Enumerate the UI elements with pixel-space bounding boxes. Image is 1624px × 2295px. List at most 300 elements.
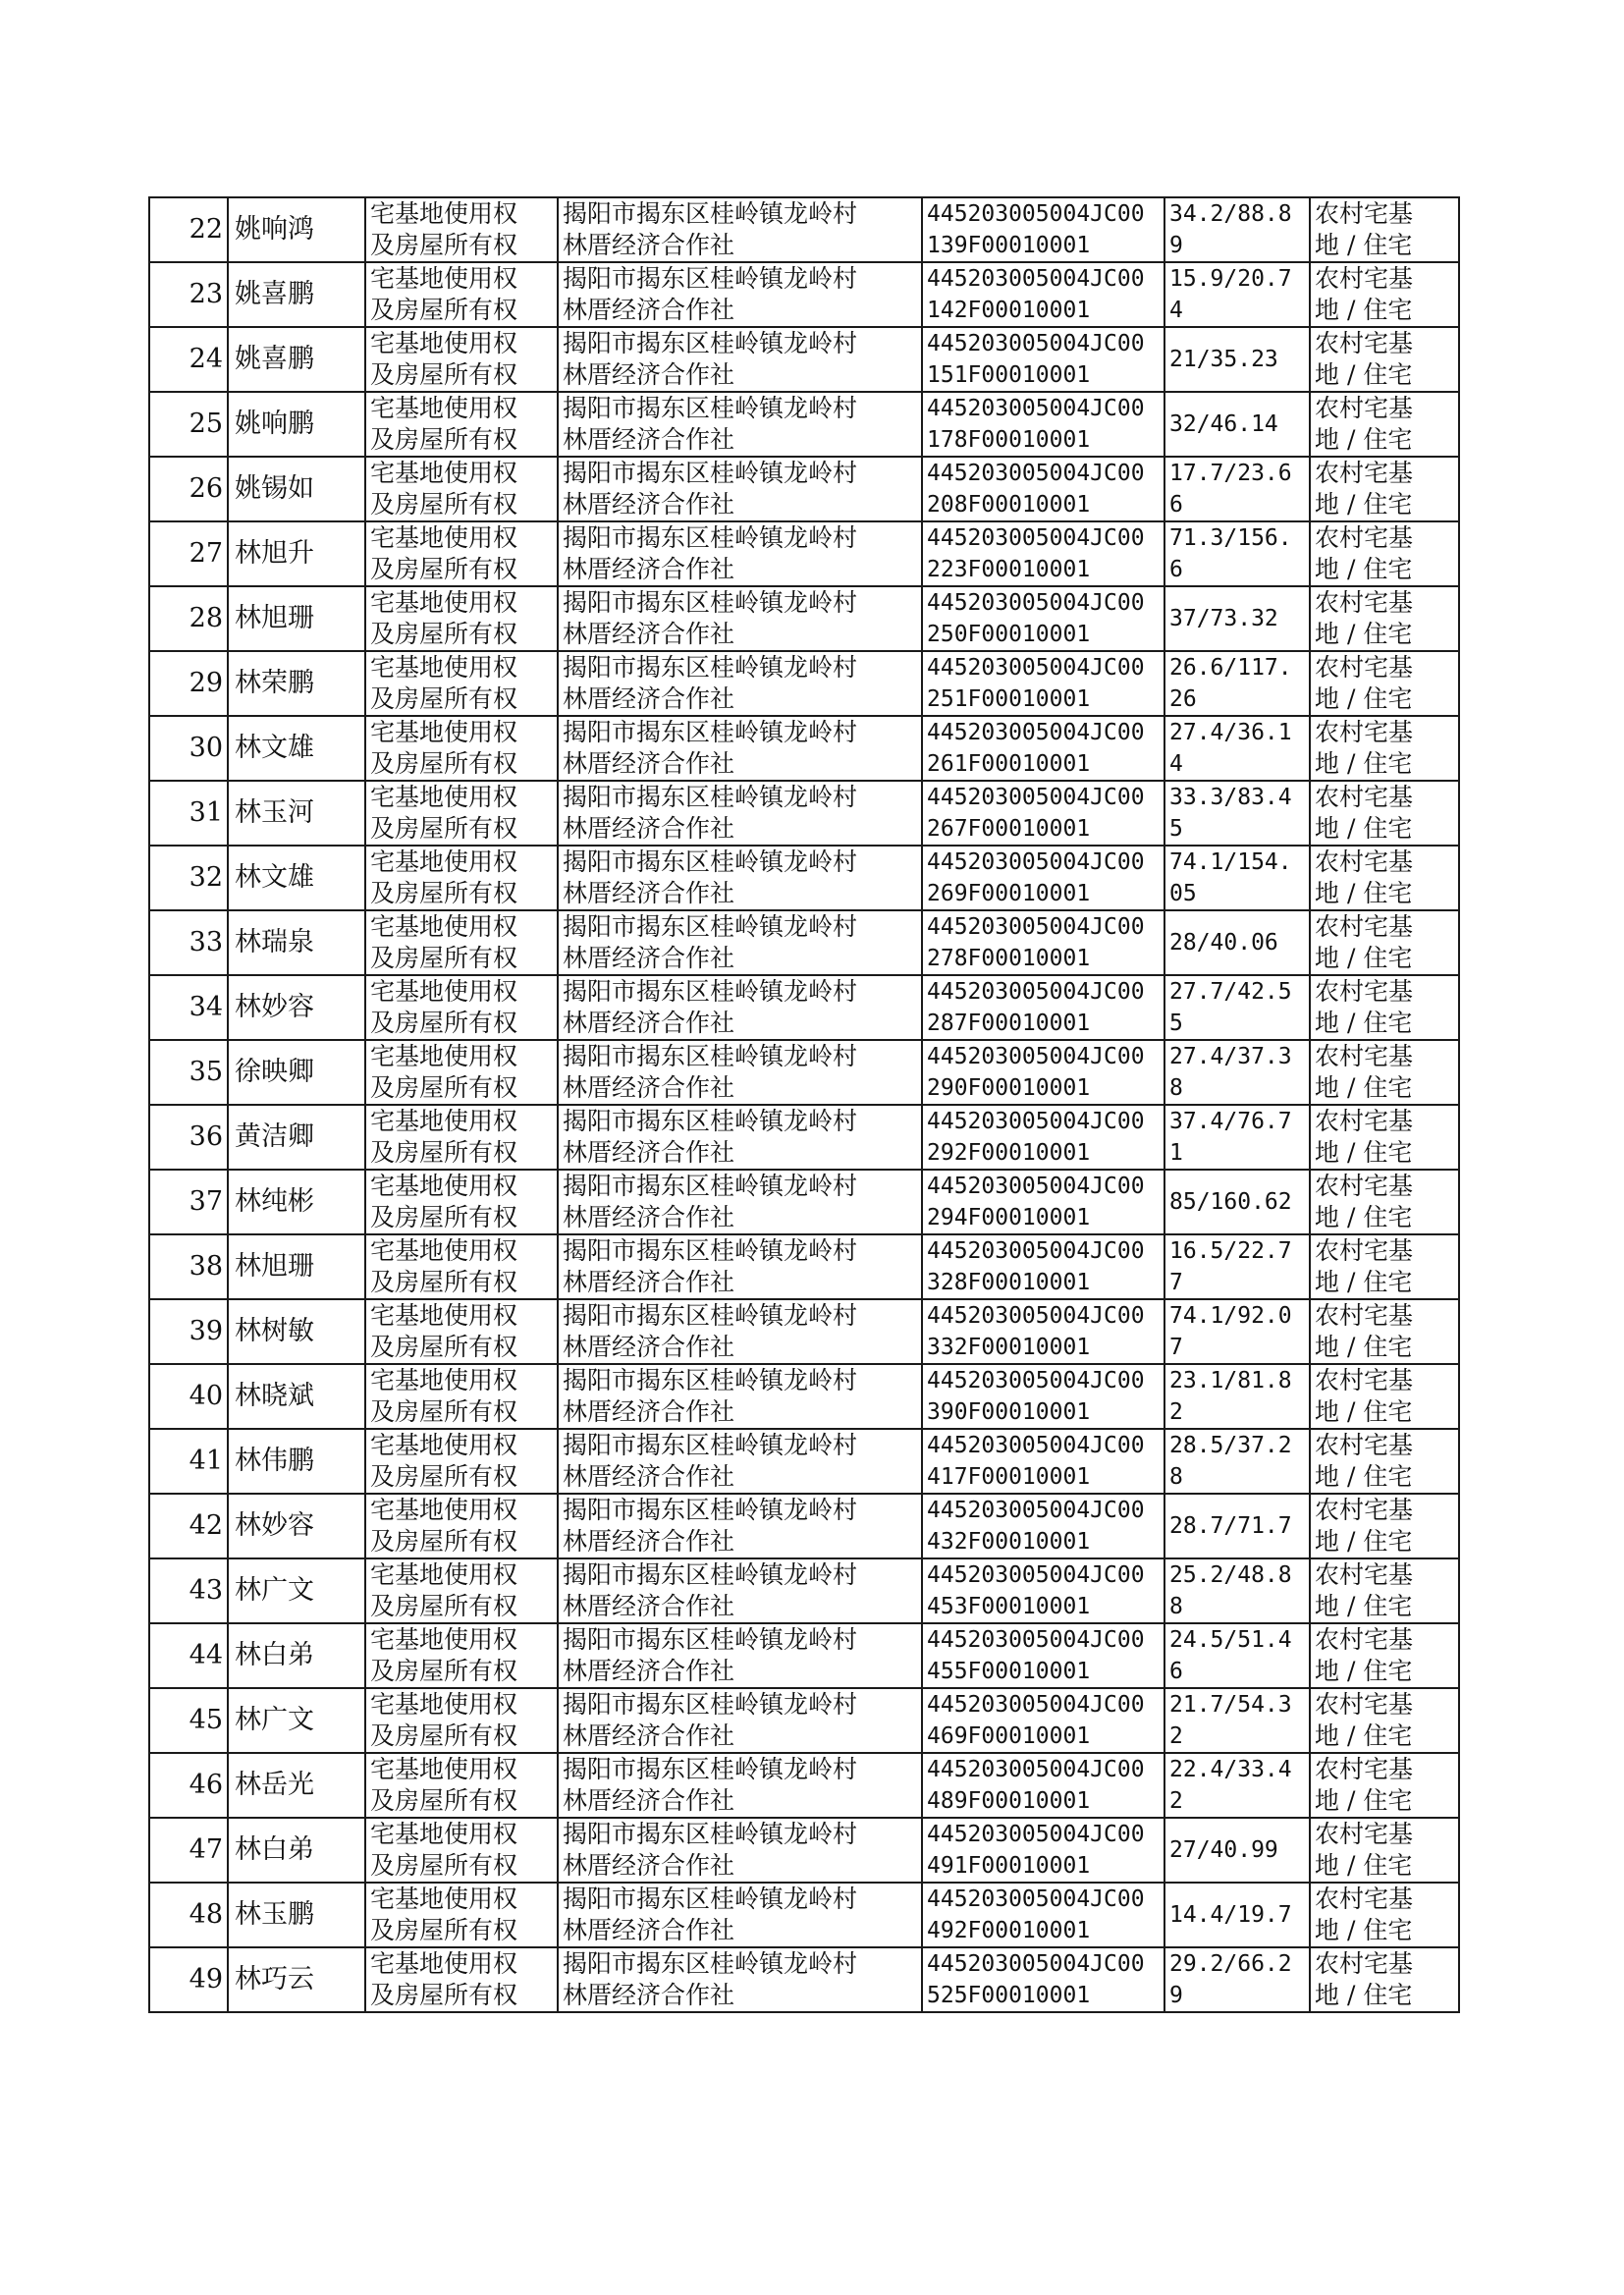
unit-code-cell [922,716,1164,781]
owner-name-cell: 林岳光 [228,1753,365,1818]
area-line: 25.2/48.8 [1169,1562,1292,1588]
right-type-cell [365,910,558,975]
table-row [149,716,1459,781]
right-type-line: 及房屋所有权 [370,1786,518,1815]
row-number-cell: 35 [149,1040,228,1105]
location-line: 林厝经济合作社 [563,1721,735,1750]
usage-line: 地 / 住宅 [1315,555,1413,583]
usage-line: 地 / 住宅 [1315,1981,1413,2009]
usage-line: 地 / 住宅 [1315,1592,1413,1620]
right-type-line: 宅基地使用权 [370,1820,518,1848]
location-cell [558,651,922,716]
area-line: 32/46.14 [1169,411,1278,437]
unit-code-line: 445203005004JC00 [927,1109,1145,1134]
area-line: 6 [1169,492,1183,518]
usage-cell [1310,1818,1459,1883]
row-number-cell: 45 [149,1688,228,1753]
unit-code-line: 455F00010001 [927,1659,1091,1684]
right-type-cell [365,1170,558,1234]
usage-cell [1310,1234,1459,1299]
unit-code-line: 432F00010001 [927,1529,1091,1555]
unit-code-cell [922,327,1164,392]
location-line: 揭阳市揭东区桂岭镇龙岭村 [563,329,858,357]
location-line: 揭阳市揭东区桂岭镇龙岭村 [563,1885,858,1913]
area-cell [1164,1299,1310,1364]
location-cell [558,1170,922,1234]
owner-name-cell: 林白弟 [228,1818,365,1883]
row-number-cell: 24 [149,327,228,392]
owner-name-cell: 林巧云 [228,1947,365,2012]
usage-line: 农村宅基 [1315,329,1414,357]
right-type-cell [365,521,558,586]
area-line: 8 [1169,1594,1183,1619]
unit-code-cell [922,521,1164,586]
usage-cell [1310,1883,1459,1947]
area-line: 74.1/92.0 [1169,1303,1292,1329]
table-row [149,975,1459,1040]
row-number-cell: 47 [149,1818,228,1883]
right-type-line: 及房屋所有权 [370,814,518,843]
right-type-line: 及房屋所有权 [370,490,518,519]
usage-line: 农村宅基 [1315,1755,1414,1783]
usage-line: 地 / 住宅 [1315,1138,1413,1167]
location-line: 林厝经济合作社 [563,1786,735,1815]
table-row [149,1364,1459,1429]
right-type-cell [365,1558,558,1623]
row-number-cell: 42 [149,1494,228,1558]
area-line: 6 [1169,1659,1183,1684]
unit-code-line: 445203005004JC00 [927,914,1145,940]
right-type-line: 及房屋所有权 [370,944,518,972]
unit-code-line: 251F00010001 [927,686,1091,712]
unit-code-cell [922,651,1164,716]
usage-cell [1310,1753,1459,1818]
table-row [149,1947,1459,2012]
location-line: 林厝经济合作社 [563,231,735,259]
unit-code-line: 294F00010001 [927,1205,1091,1230]
row-number-cell: 29 [149,651,228,716]
right-type-line: 及房屋所有权 [370,1138,518,1167]
usage-cell [1310,586,1459,651]
area-line: 27.4/36.1 [1169,720,1292,745]
usage-cell [1310,1623,1459,1688]
owner-name-cell: 姚锡如 [228,457,365,521]
owner-name-cell: 林纯彬 [228,1170,365,1234]
usage-line: 农村宅基 [1315,1366,1414,1394]
unit-code-line: 445203005004JC00 [927,1886,1145,1912]
unit-code-line: 445203005004JC00 [927,396,1145,421]
area-line: 27.7/42.5 [1169,979,1292,1005]
location-line: 林厝经济合作社 [563,620,735,648]
usage-line: 农村宅基 [1315,1301,1414,1330]
right-type-line: 及房屋所有权 [370,1592,518,1620]
right-type-cell [365,716,558,781]
unit-code-cell [922,846,1164,910]
owner-name-cell: 林妙容 [228,975,365,1040]
unit-code-line: 178F00010001 [927,427,1091,453]
unit-code-cell [922,781,1164,846]
area-line: 7 [1169,1270,1183,1295]
table-row [149,521,1459,586]
owner-name-cell: 林旭珊 [228,586,365,651]
right-type-cell [365,327,558,392]
right-type-line: 及房屋所有权 [370,425,518,454]
owner-name-cell: 姚响鹏 [228,392,365,457]
unit-code-line: 139F00010001 [927,233,1091,258]
unit-code-line: 223F00010001 [927,557,1091,582]
area-line: 8 [1169,1075,1183,1101]
area-cell [1164,1494,1310,1558]
area-line: 4 [1169,751,1183,777]
row-number-cell: 22 [149,197,228,262]
location-line: 林厝经济合作社 [563,749,735,778]
right-type-cell [365,846,558,910]
right-type-line: 及房屋所有权 [370,879,518,907]
location-cell [558,1947,922,2012]
usage-line: 地 / 住宅 [1315,296,1413,324]
location-cell [558,1494,922,1558]
unit-code-line: 445203005004JC00 [927,1627,1145,1653]
location-cell [558,975,922,1040]
location-line: 揭阳市揭东区桂岭镇龙岭村 [563,1949,858,1978]
area-line: 37/73.32 [1169,606,1278,631]
location-cell [558,846,922,910]
area-line: 74.1/154. [1169,849,1292,875]
location-line: 揭阳市揭东区桂岭镇龙岭村 [563,1560,858,1589]
location-line: 林厝经济合作社 [563,1268,735,1296]
unit-code-line: 445203005004JC00 [927,590,1145,616]
unit-code-cell [922,1040,1164,1105]
area-cell [1164,457,1310,521]
right-type-line: 及房屋所有权 [370,1981,518,2009]
right-type-cell [365,586,558,651]
right-type-cell [365,1429,558,1494]
right-type-cell [365,1818,558,1883]
unit-code-line: 469F00010001 [927,1723,1091,1749]
right-type-line: 宅基地使用权 [370,977,518,1006]
area-line: 7 [1169,1335,1183,1360]
right-type-line: 宅基地使用权 [370,653,518,682]
unit-code-line: 445203005004JC00 [927,1044,1145,1069]
unit-code-line: 445203005004JC00 [927,1822,1145,1847]
owner-name-cell: 林文雄 [228,846,365,910]
right-type-cell [365,262,558,327]
right-type-cell [365,1364,558,1429]
area-line: 27.4/37.3 [1169,1044,1292,1069]
usage-line: 地 / 住宅 [1315,231,1413,259]
row-number-cell: 46 [149,1753,228,1818]
row-number-cell: 49 [149,1947,228,2012]
row-number-cell: 31 [149,781,228,846]
usage-cell [1310,392,1459,457]
unit-code-line: 491F00010001 [927,1853,1091,1879]
area-cell [1164,1234,1310,1299]
right-type-cell [365,781,558,846]
location-line: 林厝经济合作社 [563,944,735,972]
right-type-cell [365,1753,558,1818]
area-cell [1164,521,1310,586]
location-line: 揭阳市揭东区桂岭镇龙岭村 [563,718,858,746]
usage-line: 地 / 住宅 [1315,1657,1413,1685]
table-row [149,1623,1459,1688]
area-cell [1164,327,1310,392]
right-type-line: 宅基地使用权 [370,199,518,228]
unit-code-line: 445203005004JC00 [927,1174,1145,1199]
area-cell [1164,651,1310,716]
area-cell [1164,1883,1310,1947]
table-body [149,197,1459,2012]
row-number-cell: 27 [149,521,228,586]
unit-code-cell [922,1818,1164,1883]
table-row [149,910,1459,975]
right-type-line: 及房屋所有权 [370,231,518,259]
location-cell [558,1623,922,1688]
right-type-line: 及房屋所有权 [370,1268,518,1296]
usage-line: 农村宅基 [1315,1560,1414,1589]
right-type-line: 宅基地使用权 [370,1236,518,1265]
location-cell [558,1429,922,1494]
location-line: 揭阳市揭东区桂岭镇龙岭村 [563,1107,858,1135]
location-line: 林厝经济合作社 [563,1333,735,1361]
right-type-line: 宅基地使用权 [370,847,518,876]
right-type-cell [365,1688,558,1753]
usage-line: 农村宅基 [1315,1431,1414,1459]
area-cell [1164,392,1310,457]
row-number-cell: 30 [149,716,228,781]
right-type-cell [365,392,558,457]
unit-code-line: 269F00010001 [927,881,1091,906]
table-row [149,1234,1459,1299]
unit-code-line: 445203005004JC00 [927,1303,1145,1329]
location-line: 揭阳市揭东区桂岭镇龙岭村 [563,1755,858,1783]
area-line: 24.5/51.4 [1169,1627,1292,1653]
unit-code-line: 492F00010001 [927,1918,1091,1943]
unit-code-line: 250F00010001 [927,622,1091,647]
usage-cell [1310,1688,1459,1753]
location-line: 林厝经济合作社 [563,425,735,454]
table-row [149,586,1459,651]
area-cell [1164,586,1310,651]
location-line: 揭阳市揭东区桂岭镇龙岭村 [563,847,858,876]
right-type-line: 宅基地使用权 [370,1560,518,1589]
location-line: 揭阳市揭东区桂岭镇龙岭村 [563,394,858,422]
unit-code-line: 445203005004JC00 [927,785,1145,810]
usage-line: 农村宅基 [1315,1107,1414,1135]
right-type-cell [365,1883,558,1947]
area-line: 15.9/20.7 [1169,266,1292,292]
usage-cell [1310,910,1459,975]
location-line: 林厝经济合作社 [563,879,735,907]
unit-code-line: 445203005004JC00 [927,849,1145,875]
location-cell [558,1688,922,1753]
unit-code-line: 332F00010001 [927,1335,1091,1360]
location-cell [558,1364,922,1429]
location-line: 揭阳市揭东区桂岭镇龙岭村 [563,1431,858,1459]
usage-line: 农村宅基 [1315,1690,1414,1719]
unit-code-line: 445203005004JC00 [927,525,1145,551]
location-line: 林厝经济合作社 [563,1981,735,2009]
location-cell [558,1299,922,1364]
usage-line: 地 / 住宅 [1315,360,1413,389]
location-line: 揭阳市揭东区桂岭镇龙岭村 [563,1301,858,1330]
area-line: 34.2/88.8 [1169,201,1292,227]
unit-code-line: 290F00010001 [927,1075,1091,1101]
table-row [149,1494,1459,1558]
right-type-line: 及房屋所有权 [370,749,518,778]
location-cell [558,1105,922,1170]
location-line: 林厝经济合作社 [563,1073,735,1102]
unit-code-cell [922,392,1164,457]
unit-code-line: 151F00010001 [927,362,1091,388]
unit-code-line: 445203005004JC00 [927,461,1145,486]
area-cell [1164,262,1310,327]
location-cell [558,1883,922,1947]
area-cell [1164,716,1310,781]
usage-line: 地 / 住宅 [1315,1786,1413,1815]
location-line: 林厝经济合作社 [563,1203,735,1231]
area-line: 33.3/83.4 [1169,785,1292,810]
right-type-line: 及房屋所有权 [370,684,518,713]
right-type-cell [365,1040,558,1105]
right-type-line: 及房屋所有权 [370,1397,518,1426]
usage-line: 农村宅基 [1315,588,1414,617]
usage-line: 地 / 住宅 [1315,425,1413,454]
area-line: 16.5/22.7 [1169,1238,1292,1264]
area-line: 4 [1169,298,1183,323]
location-cell [558,457,922,521]
area-line: 17.7/23.6 [1169,461,1292,486]
row-number-cell: 37 [149,1170,228,1234]
right-type-line: 及房屋所有权 [370,1527,518,1556]
right-type-cell [365,1234,558,1299]
area-line: 26.6/117. [1169,655,1292,681]
table-row [149,781,1459,846]
usage-line: 农村宅基 [1315,977,1414,1006]
area-line: 9 [1169,233,1183,258]
area-line: 71.3/156. [1169,525,1292,551]
usage-line: 农村宅基 [1315,199,1414,228]
usage-line: 地 / 住宅 [1315,490,1413,519]
right-type-line: 宅基地使用权 [370,264,518,293]
usage-line: 地 / 住宅 [1315,1527,1413,1556]
unit-code-line: 445203005004JC00 [927,1238,1145,1264]
row-number-cell: 26 [149,457,228,521]
row-number-cell: 39 [149,1299,228,1364]
usage-line: 农村宅基 [1315,783,1414,811]
table-row [149,197,1459,262]
owner-name-cell: 林旭升 [228,521,365,586]
unit-code-line: 328F00010001 [927,1270,1091,1295]
area-cell [1164,1818,1310,1883]
unit-code-line: 142F00010001 [927,298,1091,323]
usage-cell [1310,1105,1459,1170]
right-type-line: 宅基地使用权 [370,1172,518,1200]
area-line: 28/40.06 [1169,930,1278,956]
table-row [149,1558,1459,1623]
right-type-cell [365,1947,558,2012]
row-number-cell: 32 [149,846,228,910]
right-type-line: 宅基地使用权 [370,718,518,746]
right-type-line: 宅基地使用权 [370,1431,518,1459]
right-type-line: 宅基地使用权 [370,783,518,811]
unit-code-line: 445203005004JC00 [927,655,1145,681]
row-number-cell: 34 [149,975,228,1040]
owner-name-cell: 林玉河 [228,781,365,846]
right-type-line: 宅基地使用权 [370,329,518,357]
usage-line: 农村宅基 [1315,1820,1414,1848]
right-type-line: 宅基地使用权 [370,394,518,422]
usage-line: 农村宅基 [1315,1172,1414,1200]
unit-code-line: 267F00010001 [927,816,1091,842]
area-line: 21/35.23 [1169,347,1278,372]
right-type-line: 宅基地使用权 [370,1690,518,1719]
area-cell [1164,846,1310,910]
location-line: 林厝经济合作社 [563,1527,735,1556]
usage-cell [1310,457,1459,521]
usage-line: 地 / 住宅 [1315,749,1413,778]
area-line: 23.1/81.8 [1169,1368,1292,1393]
table-row [149,1818,1459,1883]
area-cell [1164,1170,1310,1234]
unit-code-line: 445203005004JC00 [927,1368,1145,1393]
area-cell [1164,1623,1310,1688]
usage-cell [1310,1364,1459,1429]
right-type-line: 及房屋所有权 [370,1203,518,1231]
unit-code-line: 287F00010001 [927,1011,1091,1036]
unit-code-line: 292F00010001 [927,1140,1091,1166]
usage-cell [1310,327,1459,392]
location-line: 揭阳市揭东区桂岭镇龙岭村 [563,1236,858,1265]
location-line: 林厝经济合作社 [563,490,735,519]
area-line: 5 [1169,816,1183,842]
usage-line: 农村宅基 [1315,847,1414,876]
property-rights-table [148,196,1460,2013]
location-cell [558,1040,922,1105]
location-line: 林厝经济合作社 [563,1592,735,1620]
location-cell [558,327,922,392]
area-line: 27/40.99 [1169,1837,1278,1863]
usage-line: 农村宅基 [1315,653,1414,682]
area-cell [1164,781,1310,846]
unit-code-cell [922,1688,1164,1753]
area-line: 8 [1169,1464,1183,1490]
usage-line: 地 / 住宅 [1315,879,1413,907]
location-line: 林厝经济合作社 [563,555,735,583]
owner-name-cell: 姚喜鹏 [228,327,365,392]
unit-code-line: 445203005004JC00 [927,1757,1145,1782]
right-type-line: 宅基地使用权 [370,912,518,941]
area-line: 22.4/33.4 [1169,1757,1292,1782]
location-cell [558,1558,922,1623]
usage-line: 地 / 住宅 [1315,684,1413,713]
location-cell [558,262,922,327]
usage-line: 地 / 住宅 [1315,1397,1413,1426]
area-cell [1164,1947,1310,2012]
usage-cell [1310,1040,1459,1105]
owner-name-cell: 林广文 [228,1558,365,1623]
owner-name-cell: 林广文 [228,1688,365,1753]
location-cell [558,716,922,781]
right-type-line: 及房屋所有权 [370,360,518,389]
usage-line: 农村宅基 [1315,459,1414,487]
area-cell [1164,1558,1310,1623]
location-line: 揭阳市揭东区桂岭镇龙岭村 [563,588,858,617]
location-line: 揭阳市揭东区桂岭镇龙岭村 [563,1820,858,1848]
unit-code-cell [922,1883,1164,1947]
usage-line: 地 / 住宅 [1315,1268,1413,1296]
usage-line: 农村宅基 [1315,394,1414,422]
row-number-cell: 40 [149,1364,228,1429]
